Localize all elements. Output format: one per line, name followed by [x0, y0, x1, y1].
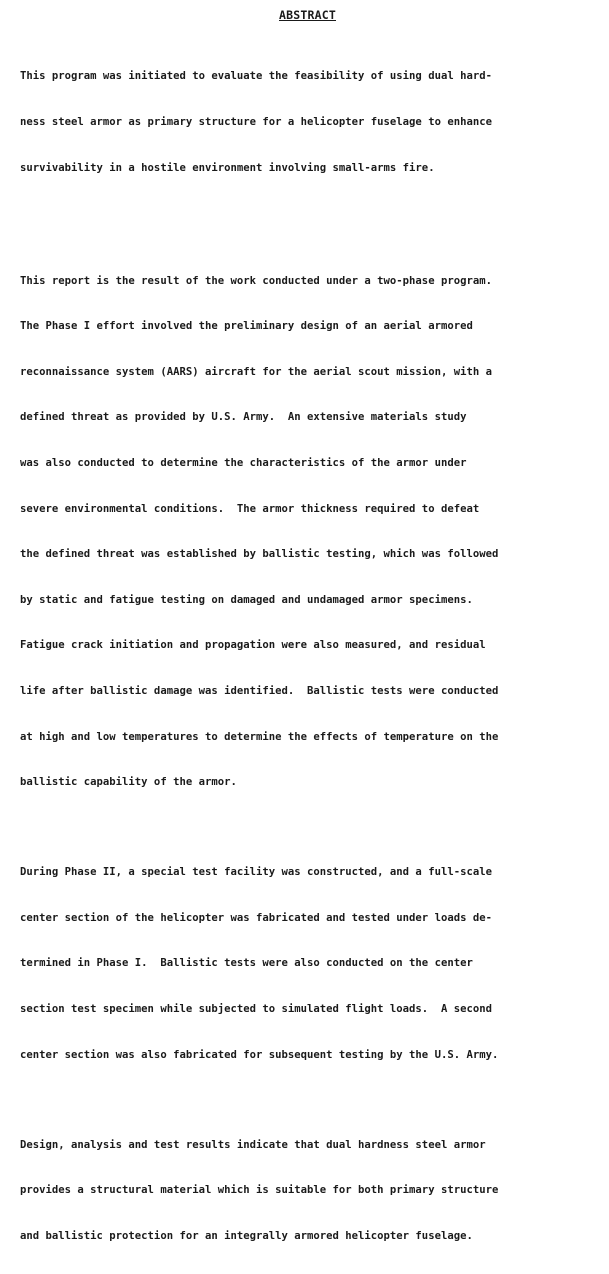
text-line: Design, analysis and test results indicate that dual hardness steel armor [20, 1138, 486, 1151]
text-line: life after ballistic damage was identified. Ballistic tests were conducted [20, 684, 499, 697]
text-line: survivability in a hostile environment involving small-arms fire. [20, 161, 435, 174]
paragraph-conclusion [20, 1107, 595, 1274]
text-line: This program was initiated to evaluate the feasibility of using dual hard- [20, 70, 492, 83]
text-line: ballistic capability of the armor. [20, 776, 237, 789]
text-line: reconnaissance system (AARS) aircraft for the aerial scout mission, with a [20, 365, 492, 378]
paragraph-phase-one [20, 243, 595, 821]
text-line: center section was also fabricated for subsequent testing by the U.S. Army. [20, 1048, 499, 1061]
text-line: defined threat as provided by U.S. Army. An extensive materials study [20, 411, 467, 424]
paragraph-purpose [20, 39, 595, 206]
text-line: provides a structural material which is suitable for both primary structure [20, 1184, 499, 1197]
text-line: the defined threat was established by ballistic testing, which was followed [20, 548, 499, 561]
text-line: by static and fatigue testing on damaged and undamaged armor specimens. [20, 593, 473, 606]
text-line: and ballistic protection for an integrally armored helicopter fuselage. [20, 1229, 473, 1242]
text-line: center section of the helicopter was fabricated and tested under loads de- [20, 911, 492, 924]
text-line: This report is the result of the work conducted under a two-phase program. [20, 274, 492, 287]
text-line: During Phase II, a special test facility was constructed, and a full-scale [20, 866, 492, 879]
paragraph-phase-two [20, 835, 595, 1093]
text-line: termined in Phase I. Ballistic tests were also conducted on the center [20, 957, 473, 970]
abstract-heading: ABSTRACT [279, 8, 336, 22]
text-line: Fatigue crack initiation and propagation were also measured, and residual [20, 639, 486, 652]
text-line: at high and low temperatures to determine the effects of temperature on the [20, 730, 499, 743]
text-line: was also conducted to determine the characteristics of the armor under [20, 456, 467, 469]
text-line: severe environmental conditions. The armor thickness required to defeat [20, 502, 480, 515]
text-line: The Phase I effort involved the preliminary design of an aerial armored [20, 320, 473, 333]
text-line: ness steel armor as primary structure for a helicopter fuselage to enhance [20, 116, 492, 128]
text-line: section test specimen while subjected to simulated flight loads. A second [20, 1002, 492, 1015]
